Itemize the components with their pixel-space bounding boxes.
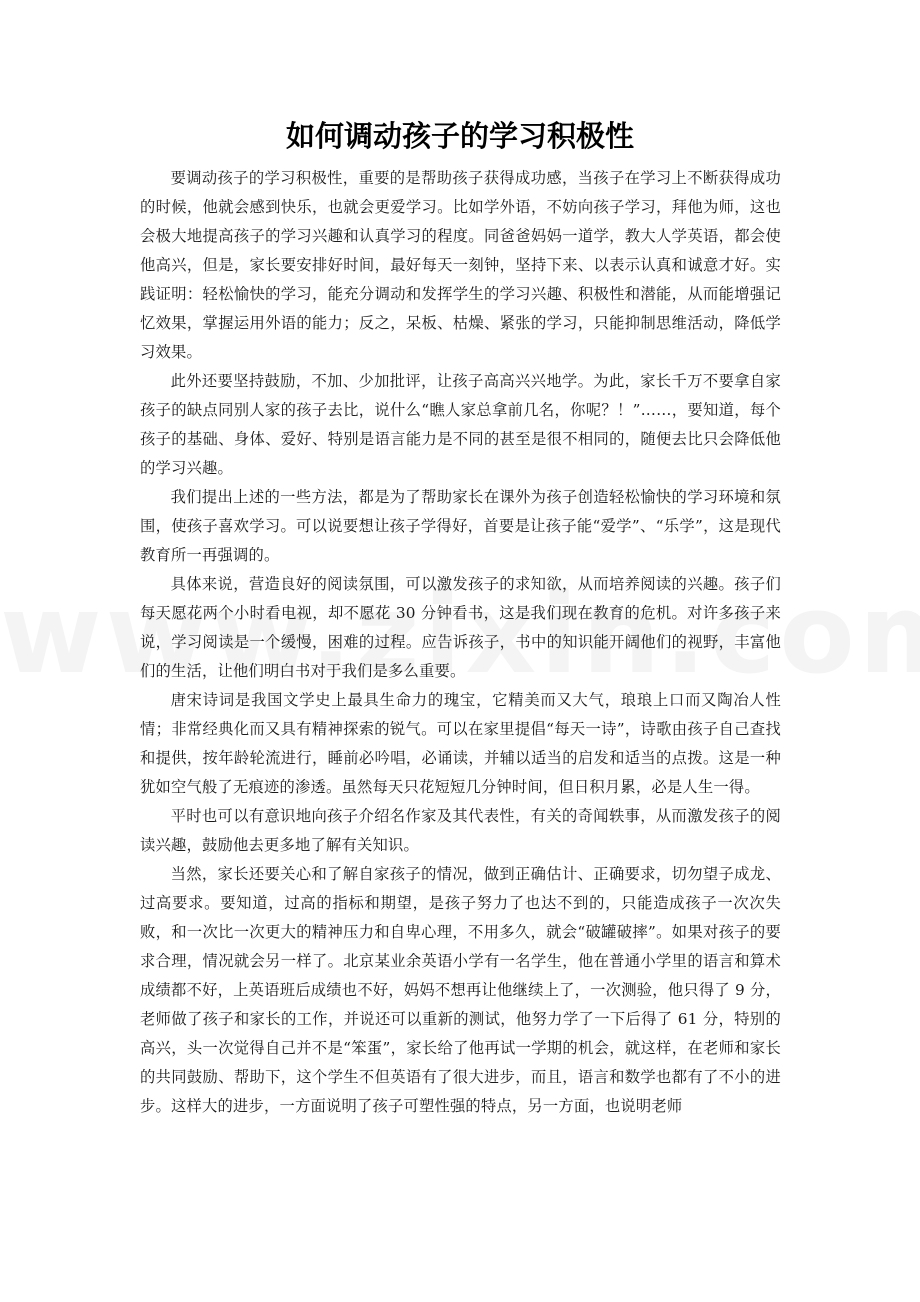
paragraph: 平时也可以有意识地向孩子介绍名作家及其代表性，有关的奇闻轶事，从而激发孩子的阅读兴趣，鼓励他去更多地了解有关知识。 (140, 807, 781, 854)
paragraph: 要调动孩子的学习积极性，重要的是帮助孩子获得成功感，当孩子在学习上不断获得成功的时候，他就会感到快乐，也就会更爱学习。比如学外语，不妨向孩子学习，拜他为师，这也会极大地提高孩子的学习兴趣和认真学习的程度。同爸爸妈妈一道学，教大人学英语，都会使他高兴，但是，家长要安排好时间，最好每天一刻钟，坚持下来、以表示认真和诚意才好。实践证明：轻松愉快的学习，能充分调动和发挥学生的学习兴趣、积极性和潜能，从而能增强记忆效果，掌握运用外语的能力；反之，呆板、枯燥、紧张的学习，只能抑制思维活动，降低学习效果。 (140, 169, 781, 361)
paragraph: 具体来说，营造良好的阅读氛围，可以激发孩子的求知欲，从而培养阅读的兴趣。孩子们每天愿花两个小时看电视，却不愿花 30 分钟看书，这是我们现在教育的危机。对许多孩子来说，学习阅读是一个缓慢，困难的过程。应告诉孩子，书中的知识能开阔他们的视野，丰富他们的生活，让他们明白书对于我们是多么重要。 (140, 575, 781, 680)
paragraph: 此外还要坚持鼓励，不加、少加批评，让孩子高高兴兴地学。为此，家长千万不要拿自家孩子的缺点同别人家的孩子去比，说什么“瞧人家总拿前几名，你呢？！”……，要知道，每个孩子的基础、身体、爱好、特别是语言能力是不同的甚至是很不相同的，随便去比只会降低他的学习兴趣。 (140, 372, 781, 477)
paragraph: 我们提出上述的一些方法，都是为了帮助家长在课外为孩子创造轻松愉快的学习环境和氛围，使孩子喜欢学习。可以说要想让孩子学得好，首要是让孩子能“爱学”、“乐学”，这是现代教育所一再强调的。 (140, 488, 781, 564)
paragraph: 唐宋诗词是我国文学史上最具生命力的瑰宝，它精美而又大气，琅琅上口而又陶冶人性情；非常经典化而又具有精神探索的锐气。可以在家里提倡“每天一诗”，诗歌由孩子自己查找和提供，按年龄轮流进行，睡前必吟唱，必诵读，并辅以适当的启发和适当的点拨。这是一种犹如空气般了无痕迹的渗透。虽然每天只花短短几分钟时间，但日积月累，必是人生一得。 (140, 691, 781, 796)
document-body (140, 164, 781, 1121)
paragraph: 当然，家长还要关心和了解自家孩子的情况，做到正确估计、正确要求，切勿望子成龙、过高要求。要知道，过高的指标和期望，是孩子努力了也达不到的，只能造成孩子一次次失败，和一次比一次更大的精神压力和自卑心理，不用多久，就会“破罐破摔”。如果对孩子的要求合理，情况就会另一样了。北京某业余英语小学有一名学生，他在普通小学里的语言和算术成绩都不好，上英语班后成绩也不好，妈妈不想再让他继续上了，一次测验，他只得了 9 分，老师做了孩子和家长的工作，并说还可以重新的测试，他努力学了一下后得了 61 分，特别的高兴，头一次觉得自己并不是“笨蛋”，家长给了他再试一学期的机会，就这样，在老师和家长的共同鼓励、帮助下，这个学生不但英语有了很大进步，而且，语言和数学也都有了不小的进步。这样大的进步，一方面说明了孩子可塑性强的特点，另一方面，也说明老师 (140, 865, 781, 1115)
document-title: 如何调动孩子的学习积极性 (285, 119, 634, 153)
